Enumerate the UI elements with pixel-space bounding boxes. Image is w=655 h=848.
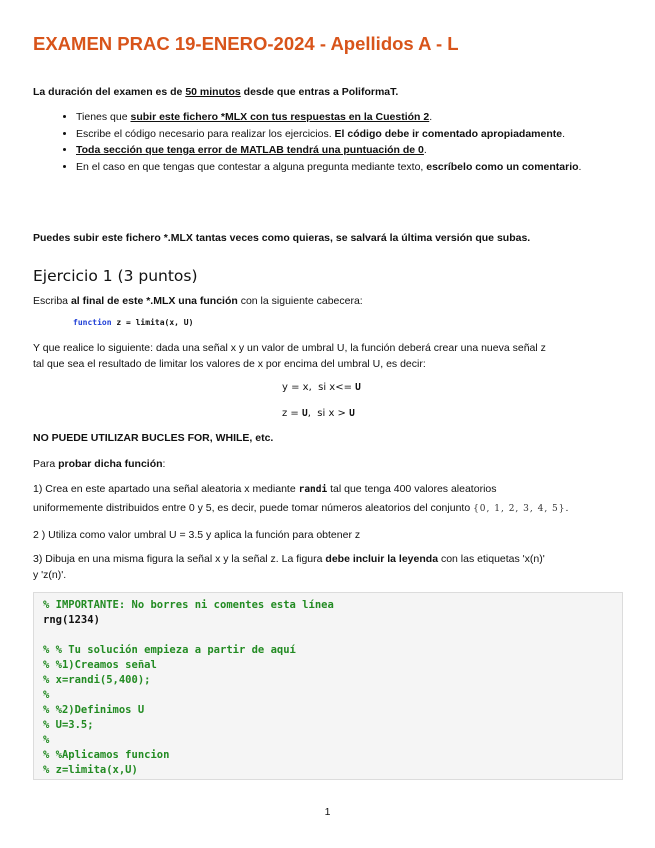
formula-z [282, 408, 355, 419]
code-line: % %1)Creamos señal [43, 659, 157, 671]
duration-suffix: desde que entras a PoliformaT. [240, 86, 399, 98]
code-line: % [43, 689, 50, 701]
code-line: % U=3.5; [43, 719, 94, 731]
duration-note [33, 86, 398, 98]
description-paragraph [33, 340, 618, 372]
write-function-paragraph [33, 293, 618, 309]
code-line: % %2)Definimos U [43, 704, 145, 716]
rule-text: Escribe el código necesario para realizar los ejercicios. [76, 127, 335, 140]
function-signature: z = limita(x, U) [111, 318, 194, 327]
rule-item [76, 143, 616, 159]
function-keyword: function [73, 318, 112, 327]
randi-function: randi [298, 484, 328, 495]
formula-z-lhs: z = [282, 408, 302, 419]
duration-value: 50 minutos [185, 86, 241, 98]
write-bold: al final de este *.MLX una función [70, 295, 238, 307]
step-1-text: 1) Crea en este apartado una señal aleatoria x mediante [33, 483, 299, 495]
rule-item [76, 110, 616, 126]
test-prefix: Para [33, 458, 59, 470]
rule-text: En el caso en que tengas que contestar a alguna pregunta mediante texto, [76, 160, 427, 173]
formula-z-threshold: U [302, 408, 308, 419]
rule-emphasis: subir este fichero *MLX con tus respuestas en la Cuestión 2 [130, 111, 430, 123]
code-line: % x=randi(5,400); [43, 674, 151, 686]
formula-z-cond: , si x > [307, 408, 350, 419]
step-1 [33, 481, 618, 517]
code-line: % IMPORTANTE: No borres ni comentes esta línea [43, 599, 334, 611]
exercise-title: Ejercicio 1 (3 puntos) [33, 267, 198, 285]
rule-end: . [423, 144, 427, 156]
test-intro [33, 456, 618, 472]
page-number: 1 [324, 806, 331, 818]
test-bold: probar dicha función [58, 458, 163, 470]
rules-list [60, 110, 616, 176]
rule-emphasis: El código debe ir comentado apropiadamente [334, 127, 563, 140]
step-3-text: 3) Dibuja en una misma figura la señal x y la señal z. La figura [33, 553, 326, 565]
rule-item [76, 160, 616, 176]
formula-y [282, 382, 361, 393]
value-set: {0, 1, 2, 3, 4, 5} [473, 504, 566, 514]
step-1-text-2: tal que tenga 400 valores aleatorios [327, 483, 497, 495]
step-3-text-2: con las etiquetas 'x(n)' [438, 553, 545, 565]
step-3 [33, 551, 618, 583]
duration-prefix: La duración del examen es de [33, 86, 186, 98]
exam-title: EXAMEN PRAC 19-ENERO-2024 - Apellidos A - L [33, 33, 459, 54]
step-1-line-2: uniformemente distribuidos entre 0 y 5, es decir, puede tomar números aleatorios del conjunto [33, 502, 474, 514]
step-3-line-2: y 'z(n)'. [33, 569, 67, 581]
code-line: % % Tu solución empieza a partir de aquí [43, 644, 296, 656]
upload-note: Puedes subir este fichero *.MLX tantas veces como quieras, se salvará la última versión que subas. [33, 232, 531, 244]
code-line: % [43, 734, 50, 746]
code-line: % z=limita(x,U) [43, 764, 138, 776]
step-2: 2 ) Utiliza como valor umbral U = 3.5 y aplica la función para obtener z [33, 529, 361, 541]
rule-emphasis: escríbelo como un comentario [426, 160, 579, 173]
code-line: % %Aplicamos funcion [43, 749, 170, 761]
description-line-2: tal que sea el resultado de limitar los valores de x por encima del umbral U, es decir: [33, 358, 426, 370]
rule-item [76, 127, 616, 143]
write-prefix: Escriba [33, 295, 71, 307]
formula-y-text: y = x, si x<= [282, 382, 356, 393]
function-header [73, 318, 193, 327]
no-loops-warning: NO PUEDE UTILIZAR BUCLES FOR, WHILE, etc. [33, 432, 274, 444]
formula-y-threshold: U [355, 382, 361, 393]
code-line: rng(1234) [43, 614, 100, 626]
test-suffix: : [162, 458, 166, 470]
rule-end: . [562, 127, 566, 140]
rule-end: . [578, 160, 582, 173]
step-1-end: . [565, 502, 569, 514]
rule-text: Tienes que [76, 111, 131, 123]
step-3-bold: debe incluir la leyenda [325, 553, 439, 565]
rule-end: . [429, 111, 433, 123]
rule-emphasis: Toda sección que tenga error de MATLAB tendrá una puntuación de 0 [76, 144, 424, 156]
description-line-1: Y que realice lo siguiente: dada una señal x y un valor de umbral U, la función deberá crear una nueva señal z [33, 342, 546, 354]
formula-z-threshold-2: U [349, 408, 355, 419]
write-suffix: con la siguiente cabecera: [237, 295, 363, 307]
